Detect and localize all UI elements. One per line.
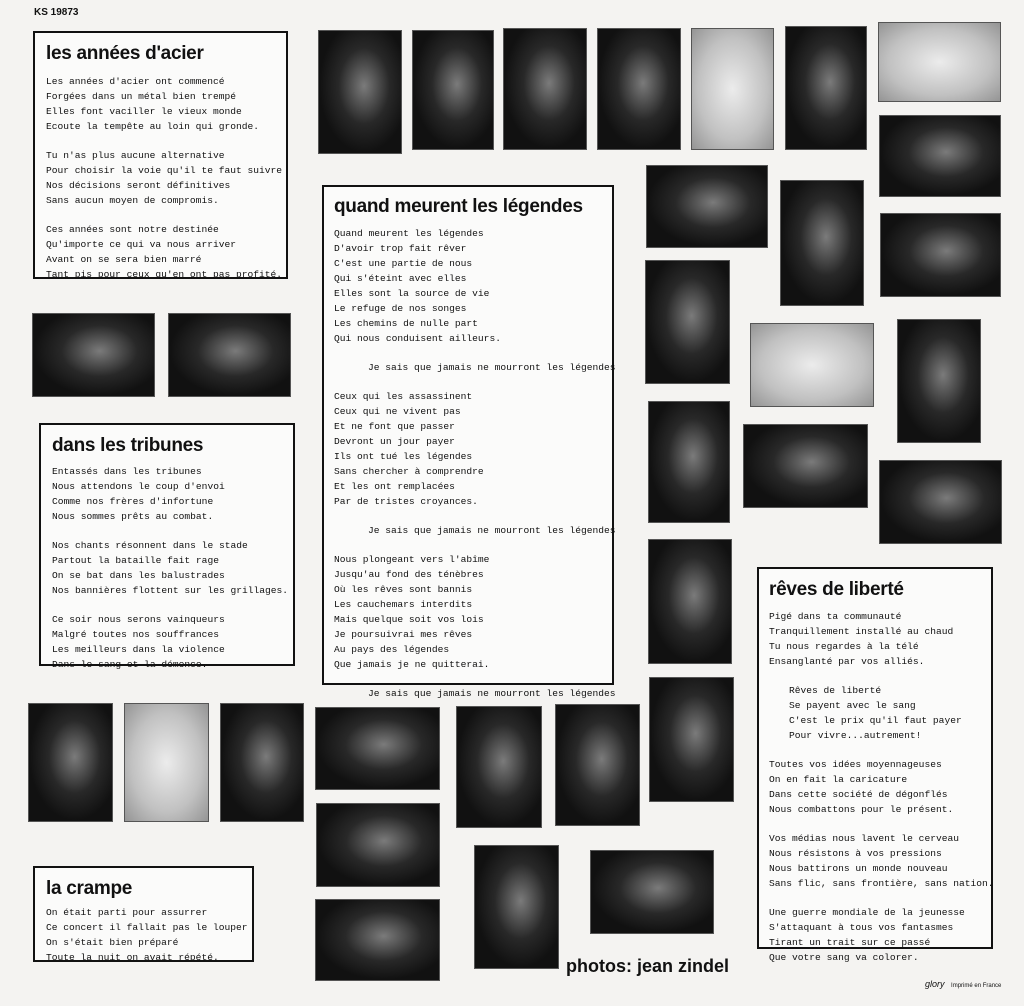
lyric-line: Nous battirons un monde nouveau [769, 863, 948, 874]
lyric-line: D'avoir trop fait rêver [334, 243, 467, 254]
lyric-line: Sans flic, sans frontière, sans nation. [769, 878, 994, 889]
concert-photo [412, 30, 494, 150]
lyric-line: Mais quelque soit vos lois [334, 614, 484, 625]
lyric-line: Nous attendons le coup d'envoi [52, 481, 225, 492]
lyric-line: Les chemins de nulle part [334, 318, 478, 329]
concert-photo [28, 703, 113, 822]
concert-photo [879, 115, 1001, 197]
song-title: les années d'acier [46, 43, 204, 64]
refrain-line: Je sais que jamais ne mourront les légendes [368, 362, 616, 373]
lyric-line: Toute la nuit on avait répété. [46, 952, 219, 963]
concert-photo [32, 313, 155, 397]
refrain-line: C'est le prix qu'il faut payer [789, 715, 962, 726]
refrain-line: Pour vivre...autrement! [789, 730, 922, 741]
lyric-line: Comme nos frères d'infortune [52, 496, 214, 507]
lyric-line: Malgré toutes nos souffrances [52, 629, 219, 640]
lyric-line: Ceux qui ne vivent pas [334, 406, 461, 417]
lyric-line: Sans aucun moyen de compromis. [46, 195, 219, 206]
record-label [925, 979, 1001, 989]
lyric-line: Avant on se sera bien marré [46, 254, 202, 265]
song-title: rêves de liberté [769, 579, 904, 600]
lyric-line: Nous sommes prêts au combat. [52, 511, 214, 522]
lyric-line: Elles font vaciller le vieux monde [46, 106, 242, 117]
lyric-line: Qui nous conduisent ailleurs. [334, 333, 501, 344]
lyric-line: Nos chants résonnent dans le stade [52, 540, 248, 551]
concert-photo [785, 26, 867, 150]
lyric-line: Tirant un trait sur ce passé [769, 937, 931, 948]
concert-photo [315, 899, 440, 981]
concert-photo [474, 845, 559, 969]
lyric-line: Ceux qui les assassinent [334, 391, 473, 402]
lyric-line: Je poursuivrai mes rêves [334, 629, 473, 640]
concert-photo [503, 28, 587, 150]
lyric-line: Ecoute la tempête au loin qui gronde. [46, 121, 260, 132]
lyric-line: Au pays des légendes [334, 644, 450, 655]
concert-photo [318, 30, 402, 154]
lyric-line: Tant pis pour ceux qu'en ont pas profité. [46, 269, 283, 280]
concert-photo [878, 22, 1001, 102]
refrain-line: Je sais que jamais ne mourront les légendes [368, 525, 616, 536]
lyric-line: Tranquillement installé au chaud [769, 626, 954, 637]
concert-photo [649, 677, 734, 802]
lyrics-box-les-annees-dacier [33, 31, 288, 279]
lyric-line: Nos décisions seront définitives [46, 180, 231, 191]
lyric-line: Les meilleurs dans la violence [52, 644, 225, 655]
lyric-line: Dans cette société de dégonflés [769, 789, 948, 800]
lyric-line: Ces années sont notre destinée [46, 224, 219, 235]
concert-photo [555, 704, 640, 826]
song-title: quand meurent les légendes [334, 196, 583, 217]
lyric-line: Tu n'as plus aucune alternative [46, 150, 225, 161]
lyric-line: Que jamais je ne quitterai. [334, 659, 490, 670]
lyric-line: Pigé dans ta communauté [769, 611, 902, 622]
lyric-line: Sans chercher à comprendre [334, 466, 484, 477]
lyric-line: Quand meurent les légendes [334, 228, 484, 239]
refrain-line: Rêves de liberté [789, 685, 882, 696]
concert-photo [750, 323, 874, 407]
concert-photo [597, 28, 681, 150]
lyric-line: Où les rêves sont bannis [334, 584, 473, 595]
concert-photo [780, 180, 864, 306]
refrain-line: Se payent avec le sang [789, 700, 916, 711]
lyrics-box-la-crampe [33, 866, 254, 962]
lyric-line: Elles sont la source de vie [334, 288, 490, 299]
lyric-line: Nous combattons pour le présent. [769, 804, 954, 815]
concert-photo [691, 28, 774, 150]
lyric-line: Vos médias nous lavent le cerveau [769, 833, 959, 844]
lyrics-box-reves-de-liberte [757, 567, 994, 963]
lyric-line: Le refuge de nos songes [334, 303, 467, 314]
lyric-line: Forgées dans un métal bien trempé [46, 91, 236, 102]
lyric-line: Une guerre mondiale de la jeunesse [769, 907, 965, 918]
printed-in: Imprimé en France [951, 983, 1002, 989]
lyric-line: Et les ont remplacées [334, 481, 455, 492]
lyric-line: On était parti pour assurrer [46, 907, 208, 918]
lyric-line: Entassés dans les tribunes [52, 466, 202, 477]
lyric-line: Dans le sang et la démence. [52, 659, 208, 670]
concert-photo [646, 165, 768, 248]
lyrics-box-dans-les-tribunes [39, 423, 295, 670]
song-title: dans les tribunes [52, 435, 204, 456]
lyric-line: Devront un jour payer [334, 436, 455, 447]
lyric-line: On s'était bien préparé [46, 937, 179, 948]
lyric-line: Nous résistons à vos pressions [769, 848, 942, 859]
lyric-line: Qu'importe ce qui va nous arriver [46, 239, 236, 250]
concert-photo [879, 460, 1002, 544]
lyric-line: Ils ont tué les légendes [334, 451, 473, 462]
lyric-line: S'attaquant à tous vos fantasmes [769, 922, 954, 933]
photo-credit: photos: jean zindel [566, 956, 730, 976]
lyric-line: Tu nous regardes à la télé [769, 641, 919, 652]
song-title: la crampe [46, 878, 133, 899]
catalog-number: KS 19873 [34, 7, 79, 18]
lyric-line: Ensanglanté par vos alliés. [769, 656, 925, 667]
lyric-line: Par de tristes croyances. [334, 496, 478, 507]
concert-photo [590, 850, 714, 934]
lyrics-box-quand-meurent-les-legendes [322, 185, 616, 699]
refrain-line: Je sais que jamais ne mourront les légendes [368, 688, 616, 699]
lyric-line: Qui s'éteint avec elles [334, 273, 467, 284]
lyric-line: Ce concert il fallait pas le louper [46, 922, 248, 933]
lyric-line: Ce soir nous serons vainqueurs [52, 614, 225, 625]
lyric-line: On se bat dans les balustrades [52, 570, 225, 581]
lyric-line: Nous plongeant vers l'abîme [334, 554, 490, 565]
concert-photo [124, 703, 209, 822]
lyric-line: Et ne font que passer [334, 421, 455, 432]
lyric-line: C'est une partie de nous [334, 258, 473, 269]
concert-photo [315, 707, 440, 790]
concert-photo [316, 803, 440, 887]
lyric-line: Les années d'acier ont commencé [46, 76, 225, 87]
lyric-line: Pour choisir la voie qu'il te faut suivre [46, 165, 283, 176]
lyric-line: Que votre sang va colorer. [769, 952, 919, 963]
lyric-line: Jusqu'au fond des ténèbres [334, 569, 484, 580]
concert-photo [648, 401, 730, 523]
concert-photo [743, 424, 868, 508]
concert-photo [168, 313, 291, 397]
concert-photo [897, 319, 981, 443]
concert-photo [220, 703, 304, 822]
lyric-line: Nos bannières flottent sur les grillages. [52, 585, 289, 596]
concert-photo [645, 260, 730, 384]
concert-photo [648, 539, 732, 664]
concert-photo [456, 706, 542, 828]
lyric-line: Partout la bataille fait rage [52, 555, 219, 566]
lyric-line: Toutes vos idées moyennageuses [769, 759, 942, 770]
concert-photo [880, 213, 1001, 297]
lyric-line: On en fait la caricature [769, 774, 908, 785]
lyric-line: Les cauchemars interdits [334, 599, 473, 610]
label-brand: glory [925, 979, 945, 989]
